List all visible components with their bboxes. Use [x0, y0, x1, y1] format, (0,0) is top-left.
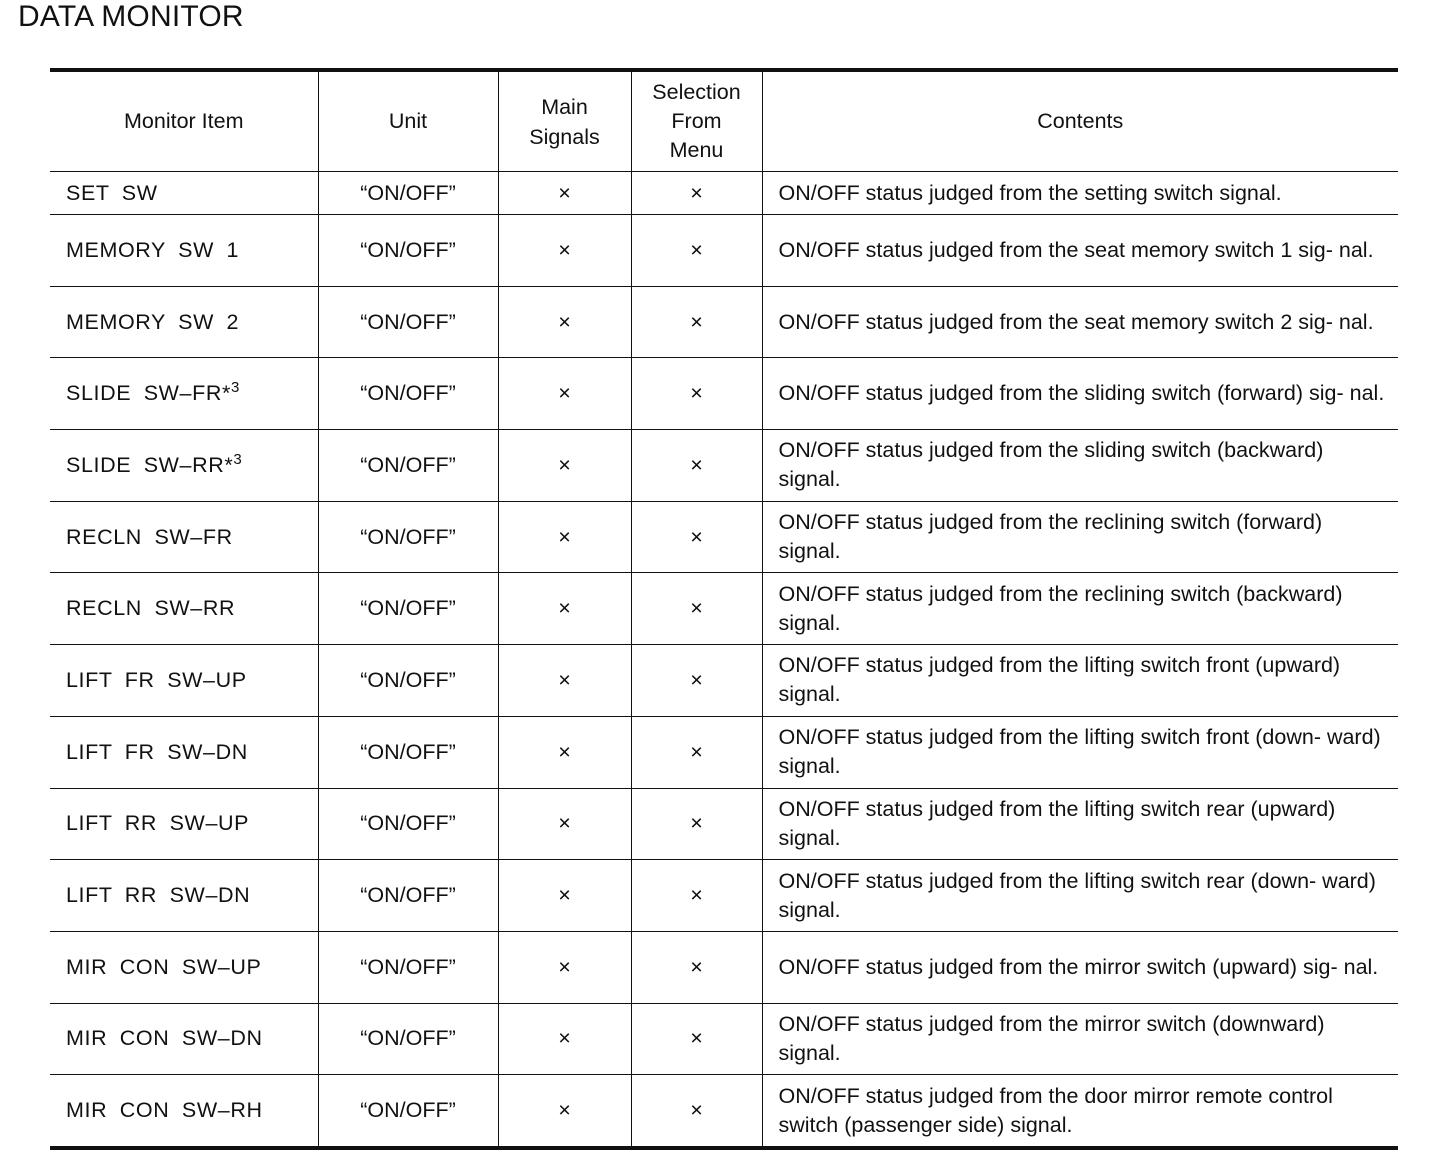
monitor-item-cell	[50, 931, 318, 1003]
header-selection-line3: Menu	[669, 138, 724, 162]
table-row	[50, 430, 1398, 502]
main-signals-cross-icon: ×	[498, 430, 631, 502]
table-row	[50, 172, 1398, 215]
contents-cell: ON/OFF status judged from the mirror switch (upward) sig- nal.	[762, 931, 1398, 1003]
unit-cell: “ON/OFF”	[318, 1075, 498, 1148]
contents-cell: ON/OFF status judged from the sliding switch (forward) sig- nal.	[762, 358, 1398, 430]
unit-cell: “ON/OFF”	[318, 716, 498, 788]
header-row	[50, 70, 1398, 172]
table-row	[50, 286, 1398, 358]
main-signals-cross-icon: ×	[498, 172, 631, 215]
table-header	[50, 70, 1398, 172]
contents-cell: ON/OFF status judged from the lifting switch rear (upward) signal.	[762, 788, 1398, 860]
main-signals-cross-icon: ×	[498, 215, 631, 287]
selection-from-menu-cross-icon: ×	[631, 716, 762, 788]
monitor-item-name: LIFT FR SW–UP	[66, 667, 247, 692]
header-contents-label: Contents	[1037, 109, 1124, 133]
header-selection-from-menu	[631, 70, 762, 172]
header-main-signals-line2: Signals	[529, 124, 600, 149]
monitor-item-name: SET SW	[66, 180, 158, 205]
monitor-item-cell	[50, 716, 318, 788]
header-unit	[318, 70, 498, 172]
unit-cell: “ON/OFF”	[318, 172, 498, 215]
selection-from-menu-cross-icon: ×	[631, 573, 762, 645]
monitor-item-name: SLIDE SW–FR*	[66, 381, 231, 406]
table-row	[50, 788, 1398, 860]
monitor-item-name: MEMORY SW 1	[66, 237, 240, 262]
monitor-item-name: SLIDE SW–RR*	[66, 452, 234, 477]
table-row	[50, 645, 1398, 717]
unit-cell: “ON/OFF”	[318, 645, 498, 717]
selection-from-menu-cross-icon: ×	[631, 215, 762, 287]
contents-cell: ON/OFF status judged from the reclining switch (backward) signal.	[762, 573, 1398, 645]
table-row	[50, 215, 1398, 287]
table-row	[50, 716, 1398, 788]
main-signals-cross-icon: ×	[498, 501, 631, 573]
monitor-item-name: MIR CON SW–UP	[66, 954, 262, 979]
contents-cell: ON/OFF status judged from the mirror switch (downward) signal.	[762, 1003, 1398, 1075]
page-title: DATA MONITOR	[18, 0, 244, 33]
main-signals-cross-icon: ×	[498, 286, 631, 358]
header-main-signals-line1: Main	[541, 94, 588, 119]
main-signals-cross-icon: ×	[498, 358, 631, 430]
table-row	[50, 1003, 1398, 1075]
unit-cell: “ON/OFF”	[318, 860, 498, 932]
selection-from-menu-cross-icon: ×	[631, 1075, 762, 1148]
table-row	[50, 931, 1398, 1003]
selection-from-menu-cross-icon: ×	[631, 645, 762, 717]
selection-from-menu-cross-icon: ×	[631, 860, 762, 932]
table-row	[50, 573, 1398, 645]
main-signals-cross-icon: ×	[498, 645, 631, 717]
monitor-item-cell	[50, 358, 318, 430]
table-row	[50, 860, 1398, 932]
unit-cell: “ON/OFF”	[318, 215, 498, 287]
unit-cell: “ON/OFF”	[318, 430, 498, 502]
table-row	[50, 501, 1398, 573]
header-monitor-item-label: Monitor Item	[124, 109, 244, 133]
monitor-item-cell	[50, 430, 318, 502]
header-selection-line1: Selection	[652, 80, 741, 104]
monitor-item-cell	[50, 1075, 318, 1148]
main-signals-cross-icon: ×	[498, 931, 631, 1003]
main-signals-cross-icon: ×	[498, 716, 631, 788]
selection-from-menu-cross-icon: ×	[631, 172, 762, 215]
header-selection-line2: From	[671, 109, 722, 133]
main-signals-cross-icon: ×	[498, 860, 631, 932]
monitor-item-cell	[50, 860, 318, 932]
contents-cell: ON/OFF status judged from the lifting switch rear (down- ward) signal.	[762, 860, 1398, 932]
selection-from-menu-cross-icon: ×	[631, 286, 762, 358]
main-signals-cross-icon: ×	[498, 1075, 631, 1148]
monitor-item-cell	[50, 788, 318, 860]
monitor-item-name: RECLN SW–RR	[66, 596, 236, 621]
selection-from-menu-cross-icon: ×	[631, 788, 762, 860]
data-monitor-table	[50, 68, 1398, 1150]
header-unit-label: Unit	[388, 109, 428, 133]
selection-from-menu-cross-icon: ×	[631, 430, 762, 502]
unit-cell: “ON/OFF”	[318, 358, 498, 430]
main-signals-cross-icon: ×	[498, 788, 631, 860]
main-signals-cross-icon: ×	[498, 573, 631, 645]
monitor-item-name: MIR CON SW–DN	[66, 1026, 263, 1051]
header-main-signals	[498, 70, 631, 172]
selection-from-menu-cross-icon: ×	[631, 931, 762, 1003]
monitor-item-name: RECLN SW–FR	[66, 524, 233, 549]
selection-from-menu-cross-icon: ×	[631, 358, 762, 430]
main-signals-cross-icon: ×	[498, 1003, 631, 1075]
monitor-item-name: LIFT RR SW–UP	[66, 811, 250, 836]
table-row	[50, 1075, 1398, 1148]
monitor-item-name: LIFT FR SW–DN	[66, 739, 248, 764]
contents-cell: ON/OFF status judged from the setting switch signal.	[762, 172, 1398, 215]
monitor-item-name: MEMORY SW 2	[66, 309, 240, 334]
table-body	[50, 172, 1398, 1148]
unit-cell: “ON/OFF”	[318, 573, 498, 645]
monitor-item-cell	[50, 501, 318, 573]
header-monitor-item	[50, 70, 318, 172]
monitor-item-cell	[50, 215, 318, 287]
contents-cell: ON/OFF status judged from the door mirror remote control switch (passenger side) signal.	[762, 1075, 1398, 1148]
monitor-item-name: LIFT RR SW–DN	[66, 883, 251, 908]
unit-cell: “ON/OFF”	[318, 788, 498, 860]
unit-cell: “ON/OFF”	[318, 286, 498, 358]
monitor-item-cell	[50, 645, 318, 717]
monitor-item-footnote: 3	[230, 379, 240, 397]
unit-cell: “ON/OFF”	[318, 931, 498, 1003]
table-row	[50, 358, 1398, 430]
monitor-item-cell	[50, 1003, 318, 1075]
monitor-item-cell	[50, 286, 318, 358]
monitor-item-cell	[50, 172, 318, 215]
contents-cell: ON/OFF status judged from the lifting switch front (upward) signal.	[762, 645, 1398, 717]
selection-from-menu-cross-icon: ×	[631, 501, 762, 573]
contents-cell: ON/OFF status judged from the seat memory switch 2 sig- nal.	[762, 286, 1398, 358]
header-contents	[762, 70, 1398, 172]
unit-cell: “ON/OFF”	[318, 1003, 498, 1075]
contents-cell: ON/OFF status judged from the reclining switch (forward) signal.	[762, 501, 1398, 573]
contents-cell: ON/OFF status judged from the seat memory switch 1 sig- nal.	[762, 215, 1398, 287]
unit-cell: “ON/OFF”	[318, 501, 498, 573]
contents-cell: ON/OFF status judged from the sliding switch (backward) signal.	[762, 430, 1398, 502]
monitor-item-footnote: 3	[233, 450, 242, 468]
monitor-item-name: MIR CON SW–RH	[66, 1098, 263, 1123]
monitor-item-cell	[50, 573, 318, 645]
contents-cell: ON/OFF status judged from the lifting switch front (down- ward) signal.	[762, 716, 1398, 788]
selection-from-menu-cross-icon: ×	[631, 1003, 762, 1075]
